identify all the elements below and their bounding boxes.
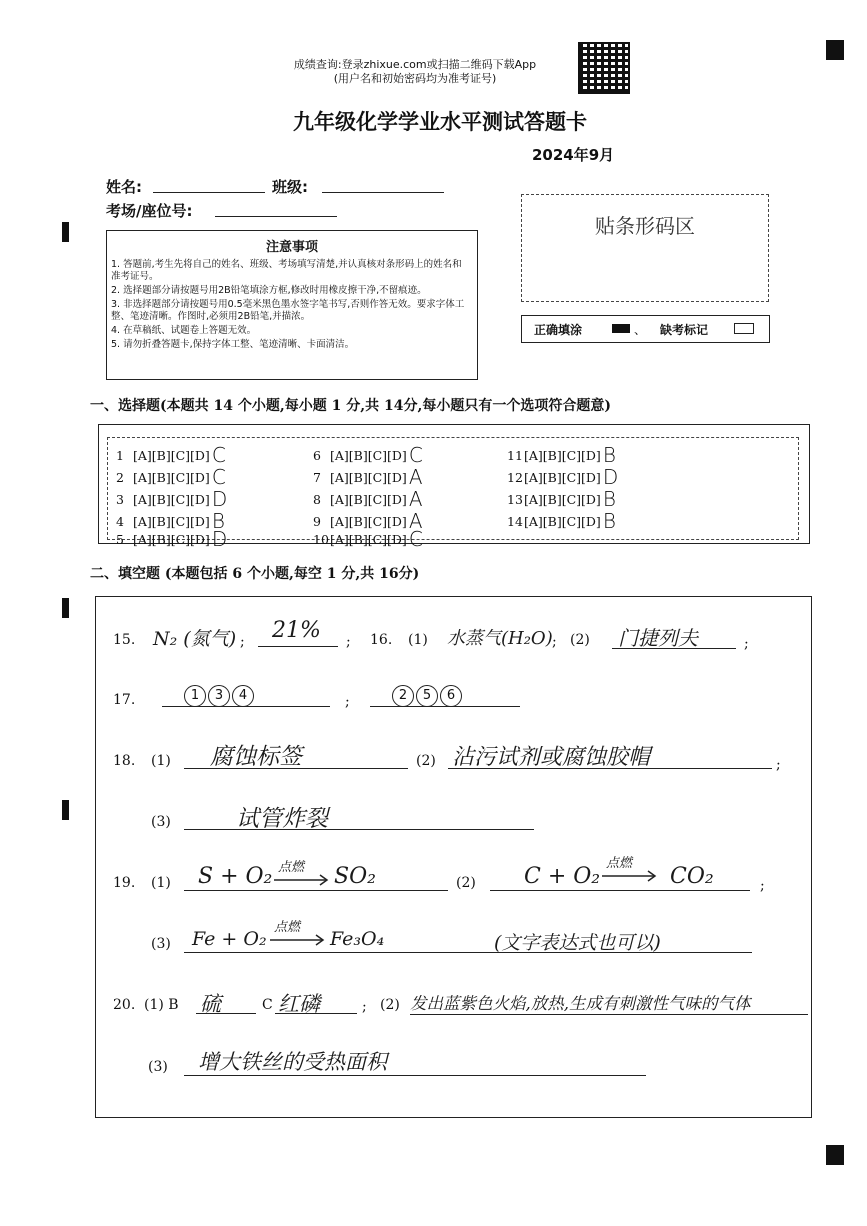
- choice-question-number: 10: [313, 532, 329, 547]
- qr-code: [578, 42, 630, 94]
- choice-options[interactable]: [A][B][C][D]: [330, 470, 407, 485]
- choice-options[interactable]: [A][B][C][D]: [524, 448, 601, 463]
- circled-number: 5: [416, 685, 438, 707]
- choice-question-number: 4: [116, 514, 124, 529]
- choice-options[interactable]: [A][B][C][D]: [330, 532, 407, 547]
- q16-number: 16.: [370, 632, 393, 648]
- page-title: 九年级化学学业水平测试答题卡: [293, 110, 587, 134]
- q15-number: 15.: [113, 632, 136, 648]
- choice-question[interactable]: [507, 463, 618, 487]
- q19-number: 19.: [113, 875, 136, 891]
- login-hint: (用户名和初始密码均为准考证号): [333, 72, 497, 85]
- q19-part-3: (3): [151, 936, 171, 952]
- class-field[interactable]: [322, 192, 444, 193]
- choice-options[interactable]: [A][B][C][D]: [330, 514, 407, 529]
- reaction-condition: 点燃: [606, 856, 633, 871]
- name-label: 姓名:: [106, 178, 142, 196]
- choice-options[interactable]: [A][B][C][D]: [330, 492, 407, 507]
- q15-sep-2: ;: [346, 634, 351, 650]
- choice-handwritten-answer: C: [408, 443, 423, 467]
- absent-mark-label: 缺考标记: [660, 323, 709, 337]
- exam-date: 2024年9月: [532, 146, 615, 164]
- choice-question-number: 8: [313, 492, 321, 507]
- choice-handwritten-answer: D: [602, 465, 619, 489]
- reaction-arrow: [600, 854, 660, 884]
- choice-options[interactable]: [A][B][C][D]: [524, 492, 601, 507]
- circled-number: 1: [184, 685, 206, 707]
- choice-options[interactable]: [A][B][C][D]: [133, 470, 210, 485]
- correct-fill-label: 正确填涂: [534, 323, 583, 337]
- barcode-label: 贴条形码区: [595, 214, 695, 238]
- q15-answer-2[interactable]: 21%: [272, 618, 321, 643]
- score-query-notice: 成绩查询:登录zhixue.com或扫描二维码下载App: [293, 58, 537, 71]
- notes-item: 5. 请勿折叠答题卡,保持字体工整、笔迹清晰、卡面清洁。: [111, 339, 355, 350]
- q20-answer-c[interactable]: 红磷: [278, 992, 320, 1016]
- choice-handwritten-answer: C: [211, 465, 226, 489]
- choice-handwritten-answer: B: [602, 443, 616, 467]
- timing-mark-left-3: [62, 800, 69, 820]
- choice-handwritten-answer: C: [211, 443, 226, 467]
- seat-label: 考场/座位号:: [106, 202, 193, 220]
- q19-part-1: (1): [151, 875, 171, 891]
- q18-answer-1[interactable]: 腐蚀标签: [210, 744, 302, 770]
- q19-blank-3[interactable]: [184, 952, 752, 953]
- choice-question[interactable]: [313, 463, 423, 487]
- choice-handwritten-answer: A: [408, 509, 423, 533]
- timing-mark-bottom-right: [826, 1145, 844, 1165]
- q18-part-2: (2): [416, 753, 436, 769]
- choice-options[interactable]: [A][B][C][D]: [133, 492, 210, 507]
- q16-answer-2[interactable]: 门捷列夫: [618, 626, 698, 650]
- choice-question[interactable]: [507, 485, 616, 509]
- q19-reactants-1[interactable]: S + O₂: [198, 864, 273, 889]
- choice-question[interactable]: [116, 485, 227, 509]
- choice-question-number: 12: [507, 470, 523, 485]
- choice-options[interactable]: [A][B][C][D]: [524, 514, 601, 529]
- q19-sep: ;: [760, 878, 765, 894]
- q17-number: 17.: [113, 692, 136, 708]
- choice-question[interactable]: [313, 485, 423, 509]
- q15-blank-2[interactable]: [258, 646, 338, 647]
- q16-part-2: (2): [570, 632, 590, 648]
- q20-answer-b[interactable]: 硫: [200, 992, 221, 1016]
- choice-options[interactable]: [A][B][C][D]: [133, 514, 210, 529]
- q16-sep-2: ;: [744, 636, 749, 652]
- choice-options[interactable]: [A][B][C][D]: [330, 448, 407, 463]
- notes-item: 2. 选择题部分请按题号用2B铅笔填涂方框,修改时用橡皮擦干净,不留痕迹。: [111, 285, 427, 296]
- legend-separator: 、: [634, 323, 647, 337]
- choice-handwritten-answer: B: [211, 509, 225, 533]
- choice-options[interactable]: [A][B][C][D]: [133, 532, 210, 547]
- choice-question-number: 14: [507, 514, 523, 529]
- q18-sep: ;: [776, 757, 781, 773]
- q15-answer-1[interactable]: N₂ (氮气): [153, 628, 237, 650]
- choice-handwritten-answer: A: [408, 487, 423, 511]
- choice-question-number: 9: [313, 514, 321, 529]
- q19-blank-2[interactable]: [490, 890, 750, 891]
- choice-question[interactable]: [313, 441, 423, 465]
- circled-number: 2: [392, 685, 414, 707]
- q16-part-1: (1): [408, 632, 428, 648]
- choice-handwritten-answer: A: [408, 465, 423, 489]
- notes-item: 4. 在草稿纸、试题卷上答题无效。: [111, 325, 257, 336]
- timing-mark-left-2: [62, 598, 69, 618]
- choice-handwritten-answer: B: [602, 509, 616, 533]
- q19-note: (文字表达式也可以): [494, 932, 661, 954]
- q20-number: 20.: [113, 997, 136, 1013]
- choice-question-number: 3: [116, 492, 124, 507]
- q17-answer-1[interactable]: [184, 684, 256, 707]
- choice-handwritten-answer: D: [211, 487, 228, 511]
- choice-handwritten-answer: B: [602, 487, 616, 511]
- q20-c-label: C: [262, 997, 273, 1013]
- absent-mark-box[interactable]: [734, 323, 754, 334]
- q19-reactants-2[interactable]: C + O₂: [524, 864, 601, 889]
- q17-answer-2[interactable]: [392, 684, 464, 707]
- q16-sep-1: ;: [552, 634, 557, 650]
- notes-item: 3. 非选择题部分请按题号用0.5毫米黑色墨水签字笔书写,否则作答无效。要求字体工整、笔迹清晰。作图时,必须用2B铅笔,并描浓。: [111, 299, 465, 322]
- choice-handwritten-answer: D: [211, 527, 228, 551]
- choice-question[interactable]: [313, 525, 423, 549]
- choice-question-number: 7: [313, 470, 321, 485]
- notes-item: 1. 答题前,考生先将自己的姓名、班级、考场填写清楚,并认真核对条形码上的姓名和准考证号。: [111, 259, 462, 282]
- q19-product-1[interactable]: SO₂: [334, 864, 376, 889]
- choice-options[interactable]: [A][B][C][D]: [524, 470, 601, 485]
- fill-answer-area: [95, 596, 812, 1118]
- q18-answer-2[interactable]: 沾污试剂或腐蚀胶帽: [452, 745, 651, 770]
- fill-legend: [521, 315, 770, 343]
- circled-number: 6: [440, 685, 462, 707]
- choice-question-number: 6: [313, 448, 321, 463]
- q19-blank-1[interactable]: [184, 890, 448, 891]
- q20-blank-2[interactable]: [410, 1014, 808, 1015]
- reaction-condition: 点燃: [278, 860, 305, 875]
- reaction-arrow: [268, 918, 328, 948]
- q20-part-3: (3): [148, 1059, 168, 1075]
- choice-question-number: 11: [507, 448, 523, 463]
- seat-field[interactable]: [215, 216, 337, 217]
- q19-reactants-3[interactable]: Fe + O₂: [192, 928, 267, 950]
- q18-number: 18.: [113, 753, 136, 769]
- choice-question[interactable]: [507, 441, 616, 465]
- q19-product-3[interactable]: Fe₃O₄: [330, 928, 385, 950]
- section2-heading: 二、填空题 (本题包括 6 个小题,每空 1 分,共 16分): [90, 566, 420, 582]
- choice-handwritten-answer: C: [408, 527, 423, 551]
- name-field[interactable]: [153, 192, 265, 193]
- choice-question[interactable]: [116, 463, 226, 487]
- correct-fill-sample: [612, 324, 630, 333]
- section1-heading: 一、选择题(本题共 14 个小题,每小题 1 分,共 14分,每小题只有一个选项符合题意): [90, 398, 611, 414]
- q18-part-1: (1): [151, 753, 171, 769]
- q20-answer-3[interactable]: 增大铁丝的受热面积: [198, 1050, 387, 1074]
- choice-question[interactable]: [507, 507, 616, 531]
- choice-question[interactable]: [116, 525, 227, 549]
- timing-mark-top-right: [826, 40, 844, 60]
- reaction-arrow: [272, 858, 332, 888]
- q20-answer-2[interactable]: 发出蓝紫色火焰,放热,生成有刺激性气味的气体: [410, 994, 751, 1013]
- choice-question-number: 1: [116, 448, 124, 463]
- q19-part-2: (2): [456, 875, 476, 891]
- q20-sep: ;: [362, 999, 367, 1015]
- choice-options[interactable]: [A][B][C][D]: [133, 448, 210, 463]
- q20-part-1: (1) B: [144, 997, 179, 1013]
- choice-question-number: 2: [116, 470, 124, 485]
- circled-number: 4: [232, 685, 254, 707]
- notes-box: [106, 230, 478, 380]
- q19-product-2[interactable]: CO₂: [670, 864, 714, 889]
- class-label: 班级:: [272, 178, 308, 196]
- q18-answer-3[interactable]: 试管炸裂: [236, 806, 328, 832]
- notes-title: 注意事项: [265, 240, 318, 255]
- q20-part-2: (2): [380, 997, 400, 1013]
- q16-answer-1[interactable]: 水蒸气(H₂O): [447, 628, 553, 649]
- reaction-condition: 点燃: [274, 920, 301, 935]
- timing-mark-left-1: [62, 222, 69, 242]
- q18-part-3: (3): [151, 814, 171, 830]
- choice-question-number: 5: [116, 532, 124, 547]
- q17-sep: ;: [345, 694, 350, 710]
- circled-number: 3: [208, 685, 230, 707]
- choice-question[interactable]: [116, 441, 226, 465]
- q15-sep-1: ;: [240, 634, 245, 650]
- choice-question-number: 13: [507, 492, 523, 507]
